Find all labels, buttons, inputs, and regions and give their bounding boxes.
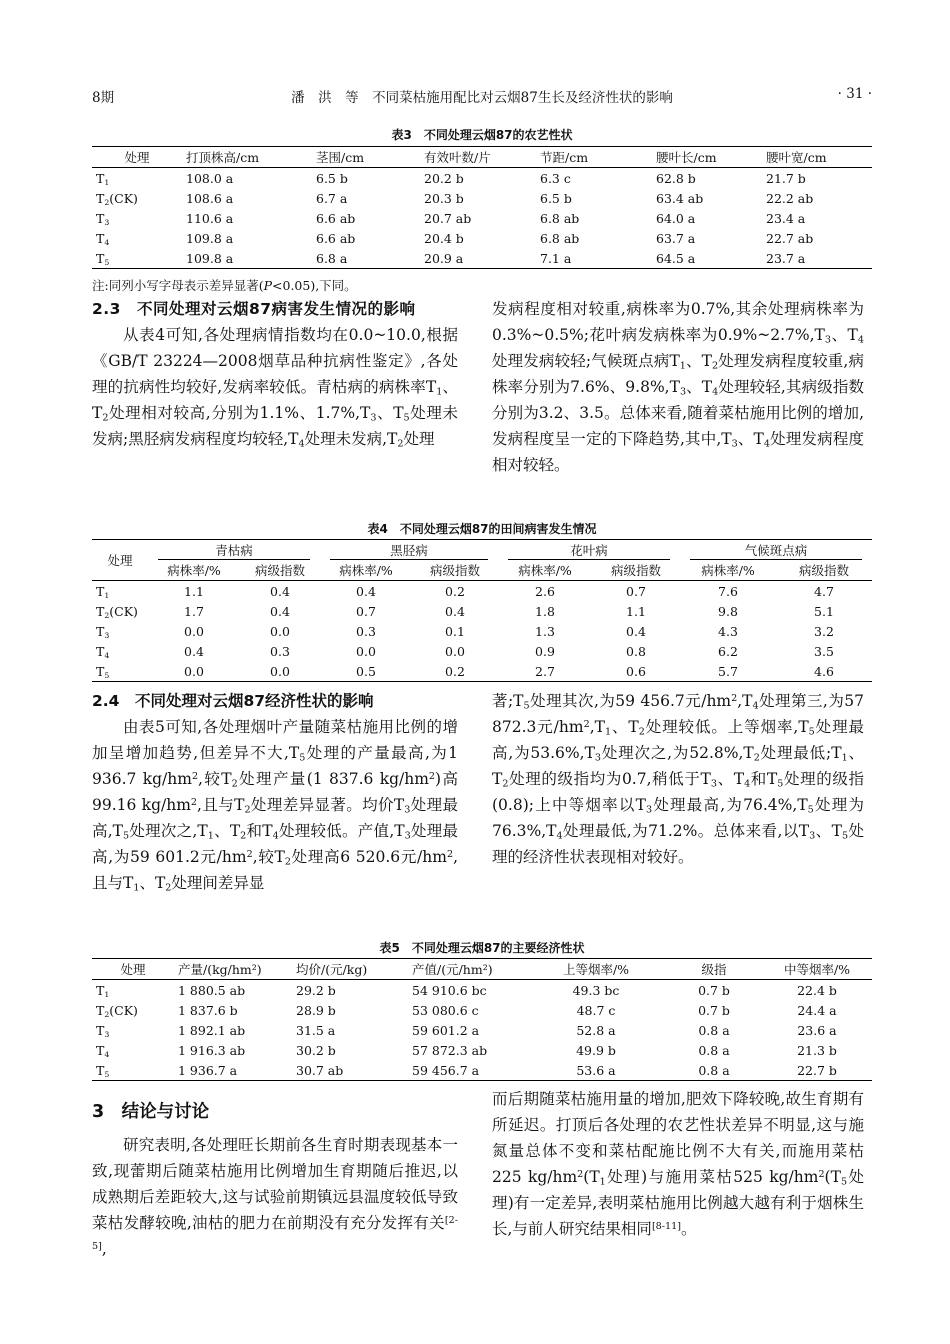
table-cell: 1 892.1 ab [178, 1022, 246, 1038]
table4-subheader: 病级指数 [776, 560, 872, 581]
row-label: $T_2(CK)$ [96, 190, 138, 207]
table3-header: 腰叶宽/cm [762, 147, 872, 168]
table-cell: 63.4 ab [656, 190, 704, 206]
table-cell: 20.9 a [420, 248, 536, 269]
table4-header: 处理 [92, 540, 148, 581]
table-cell: 6.2 [718, 643, 738, 659]
table-row [92, 248, 872, 269]
table-cell: 109.8 a [182, 248, 312, 269]
table-row [92, 621, 872, 641]
table-cell: 1 916.3 ab [178, 1042, 246, 1058]
table-cell: 6.8 ab [540, 230, 580, 246]
table-cell: 6.7 a [316, 190, 348, 206]
table-row [92, 188, 872, 208]
row-label: $T_5$ [92, 1060, 174, 1081]
table4-group: 花叶病 [508, 541, 670, 560]
table-cell: 0.4 [626, 623, 646, 639]
table-cell: 0.5 [320, 661, 412, 682]
table-cell: 0.8 a [698, 1042, 730, 1058]
table-row [92, 208, 872, 228]
table-cell: 0.4 [270, 603, 290, 619]
table-cell: 0.2 [445, 583, 465, 599]
table5-header: 均价/(元/kg) [292, 959, 408, 980]
table-cell: 0.0 [356, 643, 376, 659]
row-label: $T_4$ [96, 230, 110, 247]
row-label: $T_1$ [96, 170, 110, 187]
table3 [92, 146, 872, 269]
table-cell: 5.7 [680, 661, 776, 682]
page-number: · 31 · [837, 86, 872, 102]
table5 [92, 958, 872, 1081]
table-cell: 22.4 b [797, 982, 837, 998]
table-cell: 23.6 a [797, 1022, 837, 1038]
table-cell: 0.3 [356, 623, 376, 639]
table3-header: 腰叶长/cm [652, 147, 762, 168]
table4-caption: 表4 不同处理云烟87的田间病害发生情况 [367, 522, 597, 536]
table-row [92, 1060, 872, 1081]
table-cell: 0.4 [445, 603, 465, 619]
table-cell: 23.7 a [762, 248, 872, 269]
table-cell: 4.7 [814, 583, 834, 599]
table-cell: 0.0 [445, 643, 465, 659]
table-cell: 20.7 ab [424, 210, 472, 226]
section-heading-3: 3 结论与讨论 [92, 1102, 210, 1122]
table-cell: 1.3 [535, 623, 555, 639]
table-cell: 5.1 [814, 603, 834, 619]
table-cell: 59 456.7 a [408, 1060, 526, 1081]
table-cell: 21.3 b [797, 1042, 837, 1058]
table-cell: 1 936.7 a [174, 1060, 292, 1081]
table-row [92, 641, 872, 661]
table5-header: 中等烟率/% [762, 959, 872, 980]
table-cell: 9.8 [718, 603, 738, 619]
table-cell: 2.7 [498, 661, 592, 682]
table-cell: 1 880.5 ab [178, 982, 246, 998]
table-cell: 54 910.6 bc [412, 982, 487, 998]
table-cell: 0.3 [270, 643, 290, 659]
table-cell: 0.0 [148, 661, 240, 682]
table-cell: 0.9 [535, 643, 555, 659]
row-label: $T_2(CK)$ [96, 603, 138, 620]
table-cell: 1.1 [626, 603, 646, 619]
table-row [92, 1040, 872, 1060]
issue-number: 8期 [92, 90, 115, 106]
table5-header: 上等烟率/% [526, 959, 666, 980]
table-cell: 63.7 a [656, 230, 696, 246]
table-cell: 6.6 ab [316, 230, 356, 246]
table-cell: 6.3 c [540, 170, 571, 186]
table-cell: 1 837.6 b [178, 1002, 238, 1018]
table-cell: 6.5 b [316, 170, 348, 186]
section-3-right [492, 1086, 864, 1292]
table4-subheader: 病级指数 [592, 560, 680, 581]
table-cell: 110.6 a [186, 210, 234, 226]
section-2-4-right [492, 688, 864, 936]
table-cell: 59 601.2 a [412, 1022, 480, 1038]
table-cell: 0.0 [270, 623, 290, 639]
table-cell: 2.6 [535, 583, 555, 599]
row-label: $T_3$ [96, 210, 110, 227]
table-cell: 29.2 b [296, 982, 336, 998]
table-cell: 21.7 b [766, 170, 806, 186]
table-cell: 31.5 a [296, 1022, 336, 1038]
paragraph: 研究表明,各处理旺长期前各生育时期表现基本一致,现蕾期后随菜枯施用比例增加生育期随后推迟,以成熟期后差距较大,这与试验前期镇远县温度较低导致菜枯发酵较晚,油枯的肥力在前期没有充分发挥有关[2-5], [92, 1136, 458, 1258]
table-cell: 1.8 [535, 603, 555, 619]
table-cell: 20.4 b [424, 230, 464, 246]
table-cell: 48.7 c [576, 1002, 616, 1018]
section-2-3-right [492, 296, 864, 524]
paragraph-continued: 发病程度相对较重,病株率为0.7%,其余处理病株率为0.3%~0.5%;花叶病发病株率为$0.9\%\sim 2.7\%,T_3$、$T_4$处理发病较轻;气候斑点病$T_1$、$T_2$处理发病程度较重,病株率分别为7.6%、$9.8\%,T_3$、$T_4$处理较轻,其病级指数分别为3.2、3.5。总体来看,随着菜枯施用比例的增加,发病程度呈一定的下降趋势,其中$,T_3$、$T_4$处理发病程度相对较轻。 [492, 300, 864, 474]
table-cell: 0.8 a [698, 1022, 730, 1038]
table3-header: 节距/cm [536, 147, 652, 168]
section-heading-2-3: 2.3 不同处理对云烟87病害发生情况的影响 [92, 300, 416, 318]
table-cell: 7.1 a [536, 248, 652, 269]
table-cell: 22.7 b [762, 1060, 872, 1081]
table-cell: 108.0 a [186, 170, 234, 186]
table3-header: 有效叶数/片 [420, 147, 536, 168]
table-cell: 3.5 [814, 643, 834, 659]
table-cell: 0.0 [184, 623, 204, 639]
table-row [92, 168, 872, 189]
table-cell: 108.6 a [186, 190, 234, 206]
table4-group: 黑胫病 [330, 541, 488, 560]
table-row [92, 1020, 872, 1040]
table-cell: 0.4 [270, 583, 290, 599]
table-cell: 0.0 [240, 661, 320, 682]
table-cell: 1.1 [184, 583, 204, 599]
table3-note [92, 276, 357, 294]
table-cell: 22.2 ab [766, 190, 814, 206]
table-cell: 49.3 bc [572, 982, 620, 998]
table-cell: 64.5 a [652, 248, 762, 269]
table5-caption: 表5 不同处理云烟87的主要经济性状 [379, 941, 585, 955]
table-cell: 52.8 a [576, 1022, 616, 1038]
paragraph: 从表4可知,各处理病情指数均在0.0~10.0,根据《GB/T 23224—2008烟草品种抗病性鉴定》,各处理的抗病性均较好,发病率较低。青枯病的病株率$T_1$、$T_2$处理相对较高,分别为1.1%、$1.7\%,T_3$、$T_5$处理未发病;黑胫病发病程度均较轻$,T_4$处理未发病$,T_2$处理 [92, 326, 458, 450]
table-cell: 20.2 b [424, 170, 464, 186]
row-label: $T_2(CK)$ [96, 1002, 138, 1019]
table-row [92, 228, 872, 248]
table3-header: 打顶株高/cm [182, 147, 312, 168]
table-cell: 30.2 b [296, 1042, 336, 1058]
table3-header: 茎围/cm [312, 147, 420, 168]
table-cell: 3.2 [814, 623, 834, 639]
table-cell: 0.7 [626, 583, 646, 599]
table-cell: 6.8 a [312, 248, 420, 269]
table-cell: 53 080.6 c [412, 1002, 479, 1018]
section-heading-2-4: 2.4 不同处理对云烟87经济性状的影响 [92, 692, 374, 710]
table-cell: 0.1 [445, 623, 465, 639]
table3-caption: 表3 不同处理云烟87的农艺性状 [391, 128, 573, 142]
table-note-text: 注:同列小写字母表示差异显著(P<0.05),下同。 [92, 278, 357, 293]
table-cell: 57 872.3 ab [412, 1042, 488, 1058]
table-cell: 0.4 [356, 583, 376, 599]
paragraph-continued: 著$;T_5$处理其次,为59 456.7元$/hm^2,T_4$处理第三,为57 872.3元$/hm^2,T_1$、$T_2$处理较低。上等烟率$,T_5$处理最高,为$53.6\%,T_3$处理次之,为$52.8\%,T_2$处理最低$;T_1$、$T_2$处理的级指均为0.7,稍低于$T_3$、$T_4$和$T_5$处理的级指(0.8);上中等烟率以$T_3$处理最高,为$76.4\%,T_5$处理为$76.3\%,T_4$处理最低,为71.2%。总体来看,以$T_3$、$T_5$处理的经济性状表现相对较好。 [492, 692, 864, 866]
table-cell: 0.2 [412, 661, 498, 682]
row-label: $T_1$ [96, 982, 110, 999]
table-cell: 6.6 ab [316, 210, 356, 226]
section-2-4-left [92, 688, 458, 936]
table-cell: 22.7 ab [766, 230, 814, 246]
section-2-3-left [92, 296, 458, 524]
table-cell: 0.8 a [666, 1060, 762, 1081]
paragraph-continued: 而后期随菜枯施用量的增加,肥效下降较晚,故生育期有所延迟。打顶后各处理的农艺性状差异不明显,这与施氮量总体不变和菜枯配施比例不大有关,而施用菜枯225 $kg/hm^2(T_1$处理)与施用菜枯525 $kg/hm^2(T_5$处理)有一定差异,表明菜枯施用比例越大越有利于烟株生长,与前人研究结果相同[8-11]。 [492, 1090, 864, 1238]
table-cell: 109.8 a [186, 230, 234, 246]
table-cell: 7.6 [718, 583, 738, 599]
table-row [92, 601, 872, 621]
table-cell: 0.7 b [698, 982, 730, 998]
table-cell: 6.8 ab [540, 210, 580, 226]
table-cell: 0.6 [592, 661, 680, 682]
table5-header: 级指 [666, 959, 762, 980]
table-cell: 1.7 [184, 603, 204, 619]
table-cell: 0.7 [356, 603, 376, 619]
row-label: $T_4$ [96, 643, 110, 660]
table-cell: 0.7 b [698, 1002, 730, 1018]
table4-subheader: 病株率/% [498, 560, 592, 581]
table-cell: 20.3 b [424, 190, 464, 206]
table4 [92, 539, 872, 682]
table-cell: 4.3 [718, 623, 738, 639]
table-cell: 28.9 b [296, 1002, 336, 1018]
table4-group: 青枯病 [158, 541, 310, 560]
section-3-left [92, 1132, 458, 1292]
table-cell: 4.6 [776, 661, 872, 682]
row-label: $T_3$ [96, 623, 110, 640]
paragraph: 由表5可知,各处理烟叶产量随菜枯施用比例的增加呈增加趋势,但差异不大$,T_5$处理的产量最高,为1 936.7 $kg/hm^2$,较$T_2$处理产量(1 837.6 $kg/hm^2$)高99.16 $kg/hm^2$,且与$T_2$处理差异显著。均价$T_3$处理最高$,T_5$处理次之$,T_1$、$T_2$和$T_4$处理较低。产值$,T_3$处理最高,为59 601.2元$/hm^2$,较$T_2$处理高6 520.6元$/hm^2$,且与$T_1$、$T_2$处理间差异显 [92, 718, 458, 894]
table-row [92, 661, 872, 682]
table-cell: 53.6 a [526, 1060, 666, 1081]
table-cell: 0.4 [184, 643, 204, 659]
table4-subheader: 病株率/% [680, 560, 776, 581]
table5-header: 产量/(kg/hm²) [174, 959, 292, 980]
row-label: $T_5$ [92, 248, 182, 269]
table3-header: 处理 [92, 147, 182, 168]
table4-subheader: 病级指数 [412, 560, 498, 581]
running-header [92, 86, 872, 108]
table-row [92, 581, 872, 602]
row-label: $T_5$ [92, 661, 148, 682]
table4-group: 气候斑点病 [690, 541, 862, 560]
row-label: $T_3$ [96, 1022, 110, 1039]
row-label: $T_1$ [96, 583, 110, 600]
table-cell: 49.9 b [576, 1042, 616, 1058]
table4-subheader: 病株率/% [148, 560, 240, 581]
table-cell: 30.7 ab [292, 1060, 408, 1081]
table-cell: 64.0 a [656, 210, 696, 226]
table-row [92, 980, 872, 1001]
table5-header: 处理 [92, 959, 174, 980]
table4-subheader: 病级指数 [240, 560, 320, 581]
table-row [92, 1000, 872, 1020]
table-cell: 62.8 b [656, 170, 696, 186]
article-title: 潘 洪 等 不同菜枯施用配比对云烟87生长及经济性状的影响 [291, 90, 673, 106]
table-cell: 24.4 a [797, 1002, 837, 1018]
table4-subheader: 病株率/% [320, 560, 412, 581]
table5-header: 产值/(元/hm²) [408, 959, 526, 980]
table-cell: 0.8 [626, 643, 646, 659]
table-cell: 23.4 a [766, 210, 806, 226]
table-cell: 6.5 b [540, 190, 572, 206]
row-label: $T_4$ [96, 1042, 110, 1059]
